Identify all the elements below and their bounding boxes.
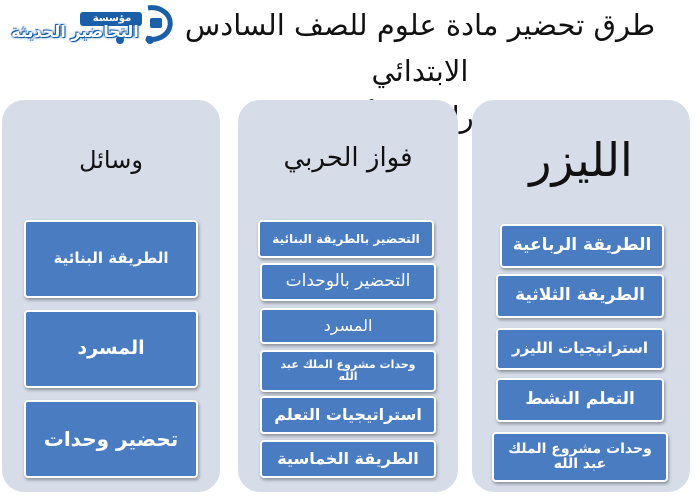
laser-item-1: الطريقة الرباعية bbox=[500, 224, 664, 268]
column-heading-laser: الليزر bbox=[529, 133, 633, 187]
fawaz-item-3: المسرد bbox=[260, 308, 436, 344]
column-heading-wasael: وسائل bbox=[79, 146, 143, 174]
fawaz-item-6: الطريقة الخماسية bbox=[260, 440, 436, 478]
wasael-item-3: تحضير وحدات bbox=[24, 400, 198, 478]
logo-big-text: التحاضير الحديثة bbox=[11, 22, 139, 41]
wasael-item-2: المسرد bbox=[24, 310, 198, 388]
fawaz-item-2: التحضير بالوحدات bbox=[260, 263, 436, 301]
column-heading-fawaz: فواز الحربي bbox=[283, 143, 413, 173]
column-fawaz bbox=[238, 100, 458, 492]
column-laser bbox=[472, 100, 690, 492]
wasael-item-1: الطريقة البنائية bbox=[24, 220, 198, 298]
title-line-1: طرق تحضير مادة علوم للصف السادس الابتدائي bbox=[184, 8, 656, 88]
laser-item-4: التعلم النشط bbox=[496, 378, 664, 422]
column-wasael bbox=[2, 100, 220, 492]
logo-small-text: مؤسسة bbox=[92, 13, 132, 24]
site-logo bbox=[0, 4, 178, 46]
laser-item-5: وحدات مشروع الملك عبد الله bbox=[492, 432, 668, 482]
fawaz-item-5: استراتيجيات التعلم bbox=[260, 396, 436, 434]
laser-item-3: استراتيجيات الليزر bbox=[496, 328, 664, 370]
fawaz-item-4: وحدات مشروع الملك عبد الله bbox=[260, 350, 436, 392]
laser-item-2: الطريقة الثلاثية bbox=[496, 274, 664, 318]
fawaz-item-1: التحضير بالطريقة البنائية bbox=[258, 220, 434, 258]
